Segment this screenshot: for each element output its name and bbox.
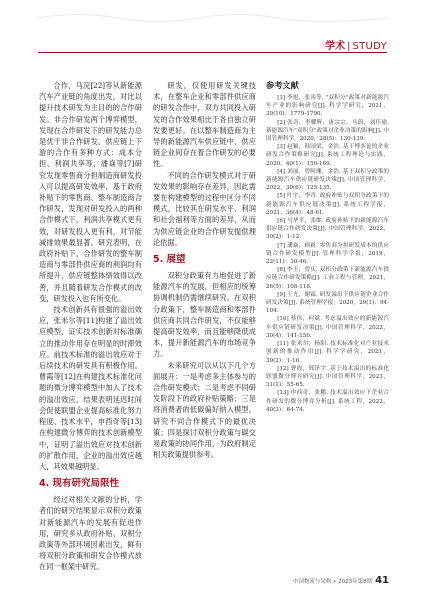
references-heading: 参考文献 bbox=[266, 80, 299, 90]
section-title-en: STUDY bbox=[352, 41, 387, 52]
reference-item: [11] 张米尔，杨阳. 技术标准化对产业技术创新的推动作用[J]. 科学学研究，2021，39(2)：1-10. bbox=[266, 341, 389, 364]
reference-item: [5] 叶宇，李青. 政府补贴与双积分政策下的新能源汽车供应链决策[J]. 系统工程学报，2021，36(4)：48-61. bbox=[266, 193, 389, 216]
body-paragraph: 双积分政策有力地促进了新能源汽车的发展，但相应的统筹协调机制仍需继续研究。在双积分政策下，整车制造商和零部件供应商共同合作研发，不仅能够提高研发效率，而且能够降低成本，提升新能源汽车的市场竞争力。 bbox=[153, 271, 256, 359]
page-header bbox=[0, 34, 427, 56]
reference-item: [12] 曹霞，邢泽宇. 基于技术溢出的标准化联盟微分博弈研究[J]. 中国管理科学，2023，31(1)：55-65. bbox=[266, 365, 389, 389]
reference-item: [7] 潘焱，顾新. 零售商分担研发成本的供应链合作研发模型[J]. 管理科学学报，2019，22(11)：30-46. bbox=[266, 242, 389, 266]
section-5-heading: 5. 展望 bbox=[153, 254, 186, 266]
header-rule bbox=[38, 52, 387, 53]
column-3-references bbox=[266, 80, 389, 414]
section-title bbox=[325, 37, 387, 52]
reference-item: [8] 李玉，曾庆. 双积分政策下新能源汽车供应链合作研发策略[J]. 工业工程与管理，2021，26(5)：108-118. bbox=[266, 267, 389, 290]
section-title-cn: 学术 bbox=[325, 41, 346, 52]
body-paragraph: 技术创新具有很强的溢出效应，张米尔等[11]构建了溢出效应模型，证实技术创新对标准确立的推动作用存在明显的时滞效应。前技术标准的溢出效应对于后续技术的研发具有积极作用。曹霞等[12]在构建技术标准化问题的微分博弈模型中加入了技术的溢出效应，结果表明延迟时间会促使联盟企业提高标准化努力程度、技术水平，申西奇等[13]在构建微分博弈的技术创新模型中，证明了溢出效应对技术创新的扩散作用，企业的溢出效应越大，其效果越明显。 bbox=[39, 305, 142, 471]
body-paragraph: 研发，仅使用研发关键技术，在整车企业和零部件供应商的研发合作中，双方共同投入研发的合作效果相比于各自独立研发要更好。在以整车制造商为主导的新能源汽车供应链中，供应链企业间存在着合作研发的必要性。 bbox=[153, 81, 256, 169]
reference-item: [10] 蔡伟，何斌. 考虑溢出效应的新能源汽车供应链研发决策[J]. 中国管理科学，2022，30(4)：141-150. bbox=[266, 316, 389, 339]
reference-item: [9] 王光，谢霖. 研发溢出下供应链企业合作研发决策[J]. 系统管理学报，2020，29(1)：94-104. bbox=[266, 291, 389, 315]
header-decoration bbox=[38, 10, 389, 24]
body-paragraph: 未来研究可以从以下几个方面展开：一是考虑多主体参与的合作研发模式；二是考虑不同研发阶段下的政府补贴策略；三是将消费者的低碳偏好纳入模型，研究不同合作模式下的最优决策；四是探讨双积分政策与碳交易政策的协同作用，为政府制定相关政策提供参考。 bbox=[153, 360, 256, 460]
journal-name: 中国物流与采购 • 2023年第8期 bbox=[292, 579, 373, 585]
reference-item: [2] 张奇，李耀辉，唐宗宗，马蔚，刘佳瑜. 新能源汽车"双积分"政策对企业决策的影响[J]. 中国管理科学，2020，28(5)：130-139. bbox=[266, 119, 389, 143]
column-1 bbox=[39, 80, 142, 573]
reference-item: [6] 马华平，张维. 政府补贴下的新能源汽车供应链合作研发决策[J]. 中国管理科学，2022，30(2)：1-12. bbox=[266, 218, 389, 241]
page-number: 41 bbox=[375, 575, 389, 586]
section-title-separator: | bbox=[347, 41, 351, 52]
column-2 bbox=[153, 80, 256, 461]
body-paragraph: 不同的合作研发模式对于研发效果的影响存在差异，因此需要在构建模型的过程中区分不同模式，比较其在研发水平、利润和社会福利等方面的差异，从而为供应链企业的合作研发提供理论依据。 bbox=[153, 170, 256, 247]
body-paragraph: 经过对相关文献的分析，学者们的研究结果显示双积分政策对新能源汽车的发展有促进作用，研究多从政府补贴、双积分政策等外部环境因素出发，鲜有将双积分政策和研发合作模式放在同一框架中研究。 bbox=[39, 495, 142, 572]
reference-item: [3] 赵颖，韩国梁，金浩. 基于博弈论的企业研发合作策略研究[J]. 系统工程理论与实践，2020，40(1)：150-169. bbox=[266, 144, 389, 167]
page-footer bbox=[293, 575, 389, 586]
body-paragraph: 合作，马浣[22]等从新能源汽车产业链的角度出发，对比以提升技术研发为主目的的合作研发。非合作研发两个博弈模型，发现在合作研发下的研发能力总是优于非合作研发，供应链上下游的合作有多种方式：成本分担、利润共享等，潘焱等[7]研究发现零售商分担制造商研发投入可以提高研发效率，基于政府补贴下的零售商、整车制造商合作研发，发现对研发投入的两种合作模式下，利润共享模式更有效，对研发投入更有利，对节能减排效果最显著。研究表明，在政府补贴下，合作研发的整车制造商与零部件供应商的利润均有所提升，供应链整体绩效得以改善，并且随着研发合作模式的改变，研发投入也有所变化。 bbox=[39, 81, 142, 303]
reference-item: [1] 李旭，张涛等. "双积分"政策对新能源汽车产业的影响研究[J]. 科学学研究，2021，39(10)：1779-1790. bbox=[266, 95, 389, 118]
reference-item: [13] 申西奇，张鹏. 技术溢出效应下企业合作研发的微分博弈分析[J]. 系统工程，2022，40(3)：64-74. bbox=[266, 390, 389, 413]
section-4-heading: 4. 现有研究局限性 bbox=[39, 478, 120, 490]
reference-item: [4] 刘丽，曾阿珊，金浩. 基于双积分政策的新能源汽车供应链研发决策[J]. 中国管理科学，2022，30(6)：125-135. bbox=[266, 168, 389, 192]
